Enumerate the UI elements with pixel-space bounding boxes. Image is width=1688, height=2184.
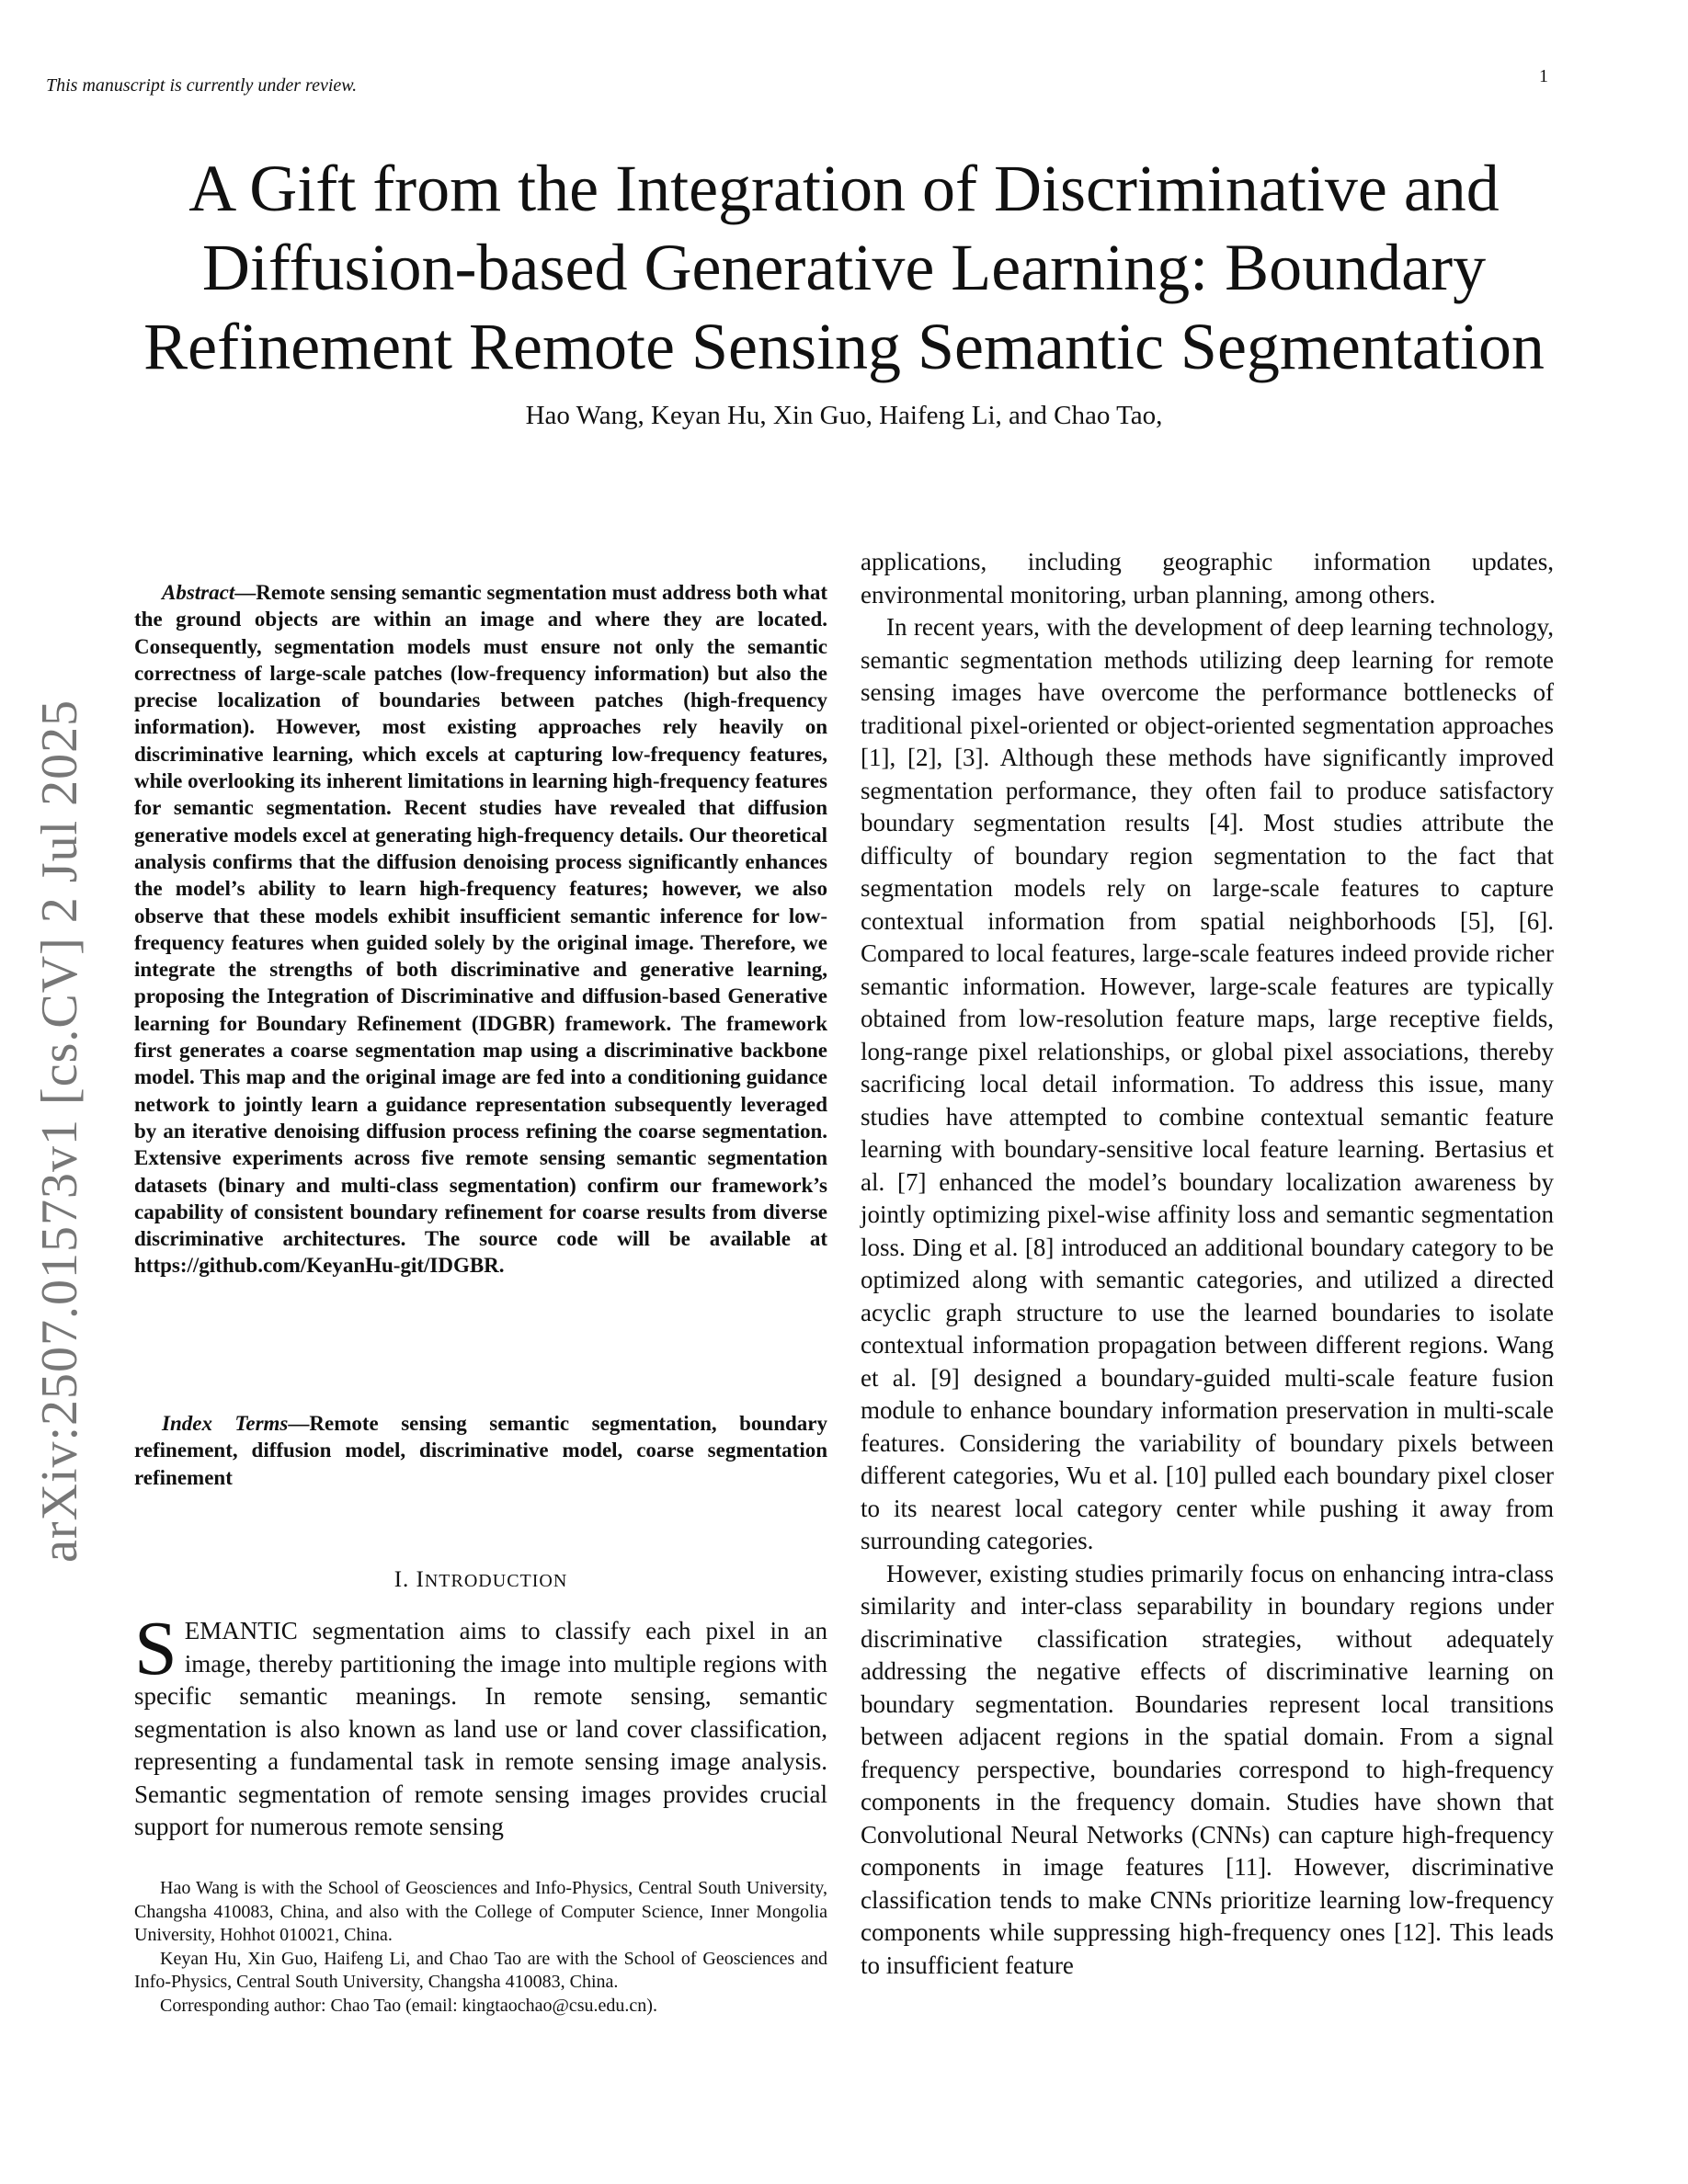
page-number: 1 (1539, 66, 1548, 86)
section-title-first-letter: I (416, 1567, 425, 1592)
section-number: I. (393, 1567, 410, 1592)
footnotes (134, 1877, 827, 2018)
section-title-rest: NTRODUCTION (424, 1571, 568, 1591)
drop-cap: S (134, 1606, 177, 1691)
running-header: This manuscript is currently under review. (46, 75, 358, 96)
abstract (134, 579, 827, 1280)
body-paragraph: However, existing studies primarily focus on enhancing intra-class similarity and inter-class separability in boundary regions under discriminative classification strategies, without adequately addressing the negative effects of discriminative learning on boundary segmentation. Boundaries represent local transitions between adjacent regions in the spatial domain. From a signal frequency perspective, boundaries correspond to high-frequency components in the frequency domain. Studies have shown that Convolutional Neural Networks (CNNs) can capture high-frequency components in image features [11]. However, discriminative classification tends to make CNNs prioritize learning low-frequency components while suppressing high-frequency ones [12]. This leads to insufficient feature (861, 1559, 1554, 1979)
intro-text: segmentation aims to classify each pixel in an image, thereby partitioning the image into multiple regions with specific semantic meanings. In remote sensing, semantic segmentation is also known as land use or land cover classification, representing a fundamental task in remote sensing image analysis. Semantic segmentation of remote sensing images provides crucial support for numerous remote sensing (134, 1617, 827, 1840)
author-list: Hao Wang, Keyan Hu, Xin Guo, Haifeng Li, and Chao Tao, (525, 401, 1163, 430)
right-column-body (861, 546, 1554, 1982)
abstract-label: Abstract (162, 581, 235, 604)
index-terms-text: —Remote sensing semantic segmentation, boundary refinement, diffusion model, discriminative model, coarse segmentation refinement (134, 1412, 828, 1489)
arxiv-sidebar-stamp: arXiv:2507.01573v1 [cs.CV] 2 Jul 2025 (31, 699, 88, 1563)
index-terms (134, 1410, 827, 1491)
intro-first-word-rest: EMANTIC (184, 1617, 298, 1644)
abstract-text: —Remote sensing semantic segmentation must address both what the ground objects are within an image and where they are located. Consequently, segmentation models must ensure not only the semantic correctness of large-scale patches (low-frequency information) but also the precise localization of boundaries between patches (high-frequency information). However, most existing approaches rely heavily on discriminative learning, which excels at capturing low-frequency features, while overlooking its inherent limitations in learning high-frequency features for semantic segmentation. Recent studies have revealed that diffusion generative models excel at generating high-frequency details. Our theoretical analysis confirms that the diffusion denoising process significantly enhances the model’s ability to learn high-frequency features; however, we also observe that these models exhibit insufficient semantic inference for low-frequency features when guided solely by the original image. Therefore, we integrate the strengths of both discriminative and generative learning, proposing the Integration of Discriminative and diffusion-based Generative learning for Boundary Refinement (IDGBR) framework. The framework first generates a coarse segmentation map using a discriminative backbone model. This map and the original image are fed into a conditioning guidance network to jointly learn a guidance representation subsequently leveraged by an iterative denoising diffusion process refining the coarse segmentation. Extensive experiments across five remote sensing semantic segmentation datasets (binary and multi-class segmentation) confirm our framework’s capability of consistent boundary refinement for coarse results from diverse discriminative architectures. The source code will be available at https://github.com/KeyanHu-git/IDGBR. (134, 581, 827, 1278)
footnote-corresponding-author: Corresponding author: Chao Tao (email: kingtaochao@csu.edu.cn). (160, 1995, 657, 2016)
body-paragraph-continued: applications, including geographic information updates, environmental monitoring, urban planning, among others. (861, 548, 1554, 609)
index-terms-label: Index Terms (162, 1412, 289, 1435)
paper-title: A Gift from the Integration of Discriminative and Diffusion-based Generative Learning: Boundary Refinement Remote Sensing Semantic Segmentation (143, 152, 1545, 383)
introduction-paragraph (134, 1606, 827, 1844)
body-paragraph: In recent years, with the development of deep learning technology, semantic segmentation methods utilizing deep learning for remote sensing images have overcome the performance bottlenecks of traditional pixel-oriented or object-oriented segmentation approaches [1], [2], [3]. Although these methods have significantly improved segmentation performance, they often fail to produce satisfactory boundary segmentation results [4]. Most studies attribute the difficulty of boundary region segmentation to the fact that segmentation models rely on large-scale features to capture contextual information from spatial neighborhoods [5], [6]. Compared to local features, large-scale features indeed provide richer semantic information. However, large-scale features are typically obtained from low-resolution feature maps, large receptive fields, long-range pixel relationships, or global pixel associations, thereby sacrificing local detail information. To address this issue, many studies have attempted to combine contextual semantic feature learning with boundary-sensitive local feature learning. Bertasius et al. [7] enhanced the model’s boundary localization awareness by jointly optimizing pixel-wise affinity loss and semantic segmentation loss. Ding et al. [8] introduced an additional boundary category to be optimized along with semantic categories, and utilized a directed acyclic graph structure to use the learned boundaries to isolate contextual information propagation between different regions. Wang et al. [9] designed a boundary-guided multi-scale feature fusion module to enhance boundary information preservation in multi-scale features. Considering the variability of boundary pixels between different categories, Wu et al. [10] pulled each boundary pixel closer to its nearest local category center while pushing it away from surrounding categories. (861, 613, 1554, 1554)
footnote-affiliation-2: Keyan Hu, Xin Guo, Haifeng Li, and Chao Tao are with the School of Geosciences and Info-Physics, Central South University, Changsha 410083, China. (134, 1948, 827, 1992)
section-heading (134, 1567, 827, 1593)
footnote-affiliation-1: Hao Wang is with the School of Geosciences and Info-Physics, Central South University, Changsha 410083, China, and also with the College of Computer Science, Inner Mongolia University, Hohhot 010021, China. (134, 1878, 827, 1945)
